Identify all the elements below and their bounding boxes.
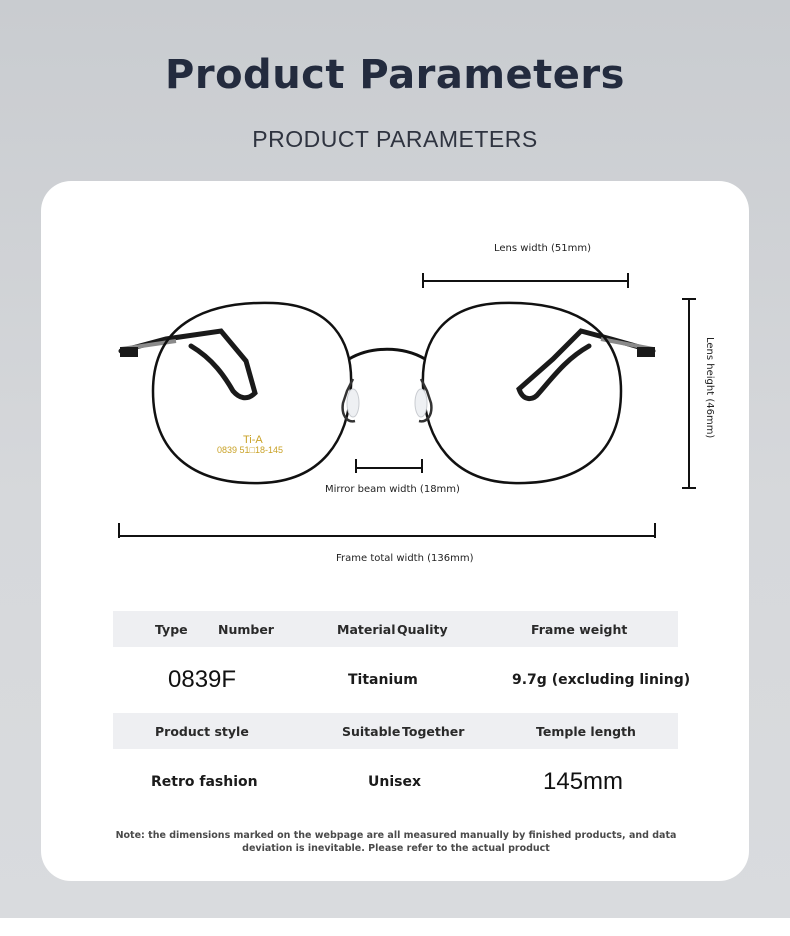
value-type-number: 0839F	[168, 666, 237, 693]
right-temple	[519, 331, 653, 399]
header-type: Type	[155, 621, 188, 637]
measurement-note: Note: the dimensions marked on the webpage are all measured manually by finished products, and data deviation is inevitable. Please refer to the actual product	[115, 830, 677, 854]
value-frame-weight: 9.7g (excluding lining)	[512, 672, 691, 688]
lens-width-label: Lens width (51mm)	[494, 243, 592, 254]
header-quality: Quality	[397, 621, 448, 637]
frame-material-mark: Ti-A	[243, 434, 263, 446]
header-number: Number	[218, 621, 274, 637]
header-together: Together	[402, 723, 465, 739]
header-material: Material	[337, 621, 396, 637]
spec-header-row-1	[113, 611, 678, 647]
bottom-strip	[0, 918, 790, 936]
lens-height-label: Lens height (46mm)	[704, 337, 715, 439]
mirror-beam-width-label: Mirror beam width (18mm)	[325, 484, 460, 495]
glasses-diagram	[41, 181, 749, 601]
header-frame-weight: Frame weight	[531, 621, 628, 637]
right-end-piece	[637, 347, 655, 357]
value-product-style: Retro fashion	[151, 774, 258, 790]
value-material: Titanium	[348, 672, 418, 688]
frame-model-mark: 0839 51□18-145	[217, 445, 283, 455]
left-temple	[121, 331, 255, 398]
left-nose-pad-cushion	[347, 389, 359, 417]
parameters-card	[41, 181, 749, 881]
value-suitable: Unisex	[368, 774, 421, 790]
header-temple-length: Temple length	[536, 723, 636, 739]
spec-value-row-2	[113, 764, 678, 800]
bridge	[349, 349, 425, 359]
right-nose-pad-cushion	[415, 389, 427, 417]
header-suitable: Suitable	[342, 723, 401, 739]
frame-total-width-label: Frame total width (136mm)	[336, 553, 474, 564]
page-title: Product Parameters	[165, 52, 625, 98]
spec-value-row-1	[113, 662, 691, 698]
header-product-style: Product style	[155, 723, 249, 739]
value-temple-length: 145mm	[543, 768, 624, 795]
page-subtitle: PRODUCT PARAMETERS	[252, 126, 538, 152]
left-end-piece	[120, 347, 138, 357]
spec-header-row-2	[113, 713, 678, 749]
